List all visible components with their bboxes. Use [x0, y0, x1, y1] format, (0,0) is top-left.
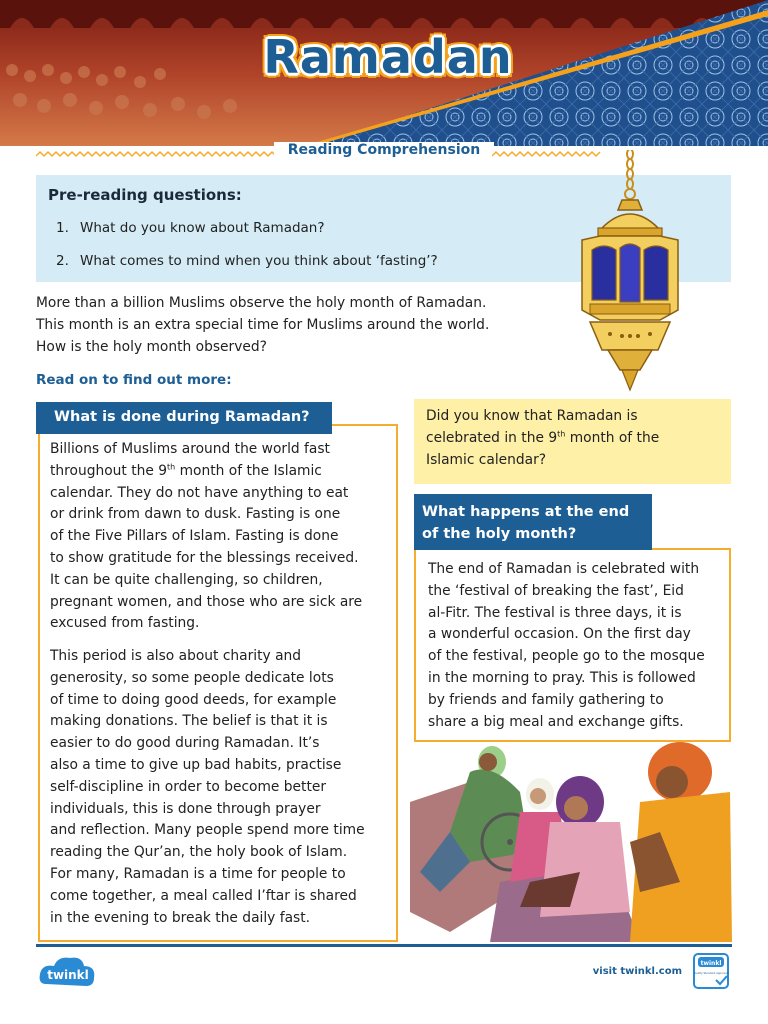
paragraph-line: Billions of Muslims around the world fast [50, 441, 330, 457]
paragraph-line: making donations. The belief is that it is [50, 713, 328, 730]
paragraph-line: For many, Ramadan is a time for people to [50, 865, 346, 882]
question-number: 2. [56, 253, 69, 269]
twinkl-logo[interactable] [36, 954, 100, 994]
paragraph-line: individuals, this is done through prayer [50, 800, 321, 817]
heading-line: of the holy month? [422, 526, 577, 542]
intro-line: This month is an extra special time for Muslims around the world. [36, 317, 490, 333]
paragraph-line: by friends and family gathering to [428, 691, 664, 708]
badge-title: twinkl [700, 960, 722, 967]
page-title: Ramadan [263, 30, 513, 84]
paragraph-line: to show gratitude for the blessings received. [50, 549, 359, 566]
prereading-title: Pre-reading questions: [48, 186, 242, 204]
question-text: What do you know about Ramadan? [80, 220, 325, 236]
fact-line: celebrated in the 9th month of the [426, 429, 660, 446]
paragraph-line: of time to doing good deeds, for example [50, 691, 337, 708]
paragraph-line: in the evening to break the daily fast. [50, 909, 311, 926]
badge-subtitle: Quality Standard Approved [693, 972, 729, 975]
paragraph-line: a wonderful occasion. On the first day [428, 626, 691, 643]
left-section-heading: What is done during Ramadan? [36, 402, 332, 434]
paragraph-line: in the morning to pray. This is followed [428, 669, 696, 686]
left-paragraph-2 [50, 646, 390, 929]
paragraph-line: excused from fasting. [50, 615, 200, 632]
read-on-prompt: Read on to find out more: [36, 372, 232, 388]
paragraph-line: of the Five Pillars of Islam. Fasting is done [50, 528, 339, 545]
left-paragraph-1 [50, 439, 390, 635]
question-number: 1. [56, 220, 69, 236]
heading-line: What happens at the end [422, 504, 630, 520]
right-paragraph [428, 559, 728, 733]
fact-line: Did you know that Ramadan is [426, 408, 638, 424]
paragraph-line: throughout the 9th month of the Islamic [50, 462, 322, 479]
ordinal-suffix: th [557, 429, 566, 439]
paragraph-line: of the festival, people go to the mosque [428, 648, 705, 665]
paragraph-line: calendar. They do not have anything to eat [50, 484, 349, 501]
paragraph-line: al-Fitr. The festival is three days, it is [428, 604, 682, 621]
intro-line: How is the holy month observed? [36, 339, 267, 355]
did-you-know-box [414, 399, 731, 484]
paragraph-line: This period is also about charity and [50, 648, 302, 664]
ordinal-suffix: th [167, 462, 176, 472]
paragraph-line: self-discipline in order to become better [50, 778, 327, 795]
paragraph-line: It can be quite challenging, so children, [50, 571, 323, 588]
paragraph-line: easier to do good during Ramadan. It’s [50, 735, 320, 752]
prereading-question [56, 220, 325, 236]
prereading-question [56, 253, 438, 269]
paragraph-line: or drink from dawn to dusk. Fasting is one [50, 506, 341, 523]
question-text: What comes to mind when you think about ‘fasting’? [80, 253, 438, 269]
intro-line: More than a billion Muslims observe the holy month of Ramadan. [36, 295, 487, 311]
quality-badge [692, 952, 732, 992]
paragraph-line: the ‘festival of breaking the fast’, Eid [428, 582, 684, 599]
paragraph-line: and reflection. Many people spend more time [50, 822, 365, 839]
paragraph-line: also a time to give up bad habits, practise [50, 756, 342, 773]
lantern-illustration [560, 150, 700, 400]
header-banner [0, 0, 768, 150]
zigzag-divider-left [36, 150, 276, 158]
paragraph-line: The end of Ramadan is celebrated with [428, 561, 700, 577]
paragraph-line: pregnant women, and those who are sick are [50, 593, 363, 610]
paragraph-line: share a big meal and exchange gifts. [428, 713, 684, 730]
fact-line: Islamic calendar? [426, 451, 547, 468]
page-subtitle: Reading Comprehension [274, 142, 494, 158]
paragraph-line: generosity, so some people dedicate lots [50, 669, 334, 686]
intro-paragraph [36, 292, 556, 358]
website-link[interactable]: visit twinkl.com [592, 966, 682, 977]
logo-text: twinkl [47, 968, 89, 982]
paragraph-line: come together, a meal called I’ftar is shared [50, 887, 357, 904]
right-section-heading [414, 494, 652, 550]
paragraph-line: reading the Qur’an, the holy book of Islam. [50, 844, 348, 861]
footer-divider [36, 944, 732, 947]
praying-people-illustration [410, 732, 732, 942]
